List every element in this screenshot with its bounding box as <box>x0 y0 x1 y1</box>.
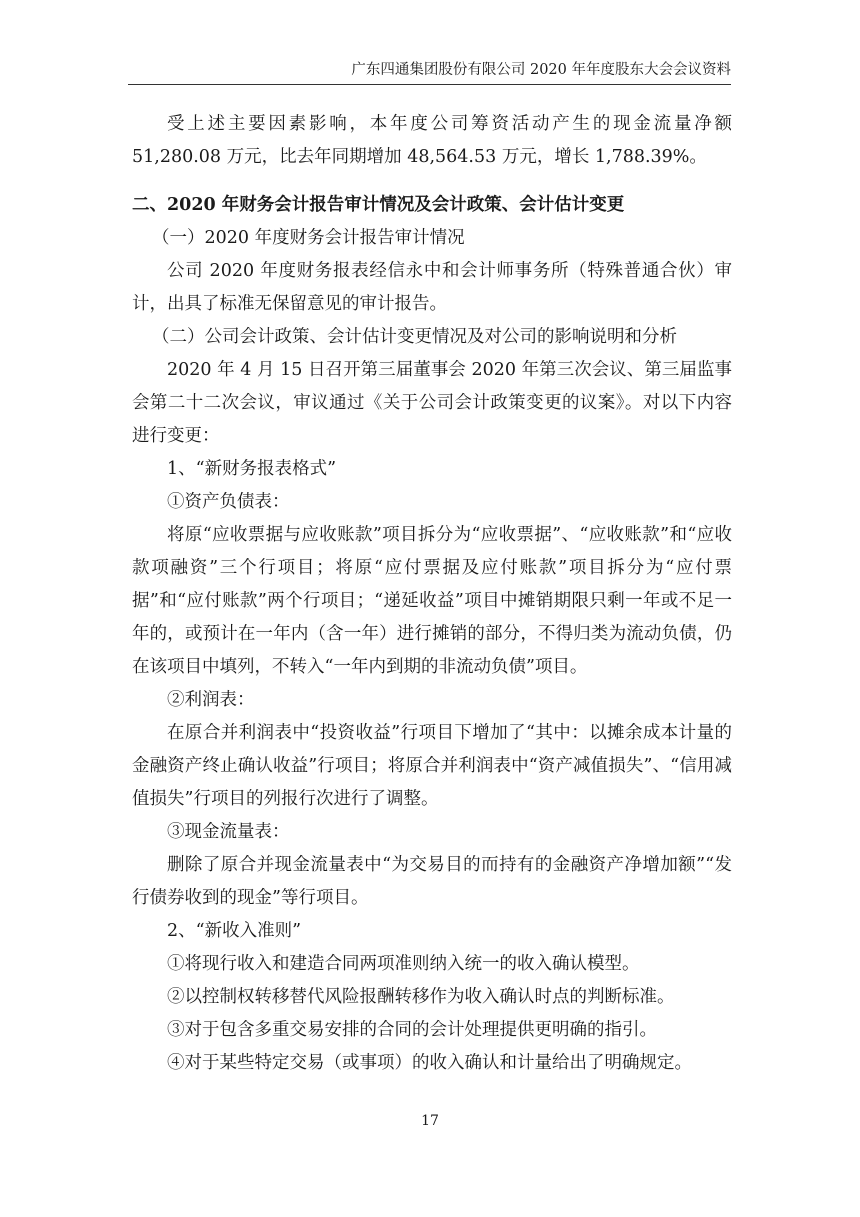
page-number: 17 <box>421 1113 439 1129</box>
paragraph-financing-cashflow: 受上述主要因素影响，本年度公司筹资活动产生的现金流量净额 51,280.08 万元，比去年同期增加 48,564.53 万元，增长 1,788.39%。 <box>132 114 732 167</box>
subheading-audit: （一）2020 年度财务会计报告审计情况 <box>152 228 465 248</box>
list-item-revenue-4: ④对于某些特定交易（或事项）的收入确认和计量给出了明确规定。 <box>167 1053 692 1073</box>
paragraph-balance-sheet-changes: 将原“应收票据与应收账款”项目拆分为“应收票据”、“应收账款”和“应收款项融资”三个行项目；将原“应付票据及应付账款”项目拆分为“应付票据”和“应付账款”两个行项目；“递延收益”项目中摊销期限只剩一年或不足一年的，或预计在一年内（含一年）进行摊销的部分，不得归类为流动负债，仍在该项目中填列，不转入“一年内到期的非流动负债”项目。 <box>132 525 732 677</box>
list-item-income-statement: ②利润表： <box>167 690 255 710</box>
list-heading-new-format: 1、“新财务报表格式” <box>167 459 337 479</box>
list-item-revenue-3: ③对于包含多重交易安排的合同的会计处理提供更明确的指引。 <box>167 1020 657 1040</box>
list-item-revenue-1: ①将现行收入和建造合同两项准则纳入统一的收入确认模型。 <box>167 954 640 974</box>
paragraph-cashflow-changes: 删除了原合并现金流量表中“为交易目的而持有的金融资产净增加额”“发行债券收到的现金”等行项目。 <box>132 855 732 908</box>
list-item-revenue-2: ②以控制权转移替代风险报酬转移作为收入确认时点的判断标准。 <box>167 987 675 1007</box>
subheading-policy-change: （二）公司会计政策、会计估计变更情况及对公司的影响说明和分析 <box>152 327 677 347</box>
document-header: 广东四通集团股份有限公司 2020 年年度股东大会会议资料 <box>351 62 731 78</box>
paragraph-board-meeting: 2020 年 4 月 15 日召开第三届董事会 2020 年第三次会议、第三届监事会第二十二次会议，审议通过《关于公司会计政策变更的议案》。对以下内容进行变更： <box>132 360 732 446</box>
list-item-cashflow-statement: ③现金流量表： <box>167 822 290 842</box>
list-item-balance-sheet: ①资产负债表： <box>167 492 290 512</box>
section-heading-audit-policy: 二、2020 年财务会计报告审计情况及会计政策、会计估计变更 <box>132 195 625 215</box>
paragraph-audit-opinion: 公司 2020 年度财务报表经信永中和会计师事务所（特殊普通合伙）审计，出具了标准无保留意见的审计报告。 <box>132 261 732 314</box>
header-divider <box>128 84 731 85</box>
paragraph-income-statement-changes: 在原合并利润表中“投资收益”行项目下增加了“其中：以摊余成本计量的金融资产终止确认收益”行项目；将原合并利润表中“资产减值损失”、“信用减值损失”行项目的列报行次进行了调整。 <box>132 723 732 809</box>
list-heading-new-revenue: 2、“新收入准则” <box>167 921 302 941</box>
document-body <box>132 108 732 1080</box>
